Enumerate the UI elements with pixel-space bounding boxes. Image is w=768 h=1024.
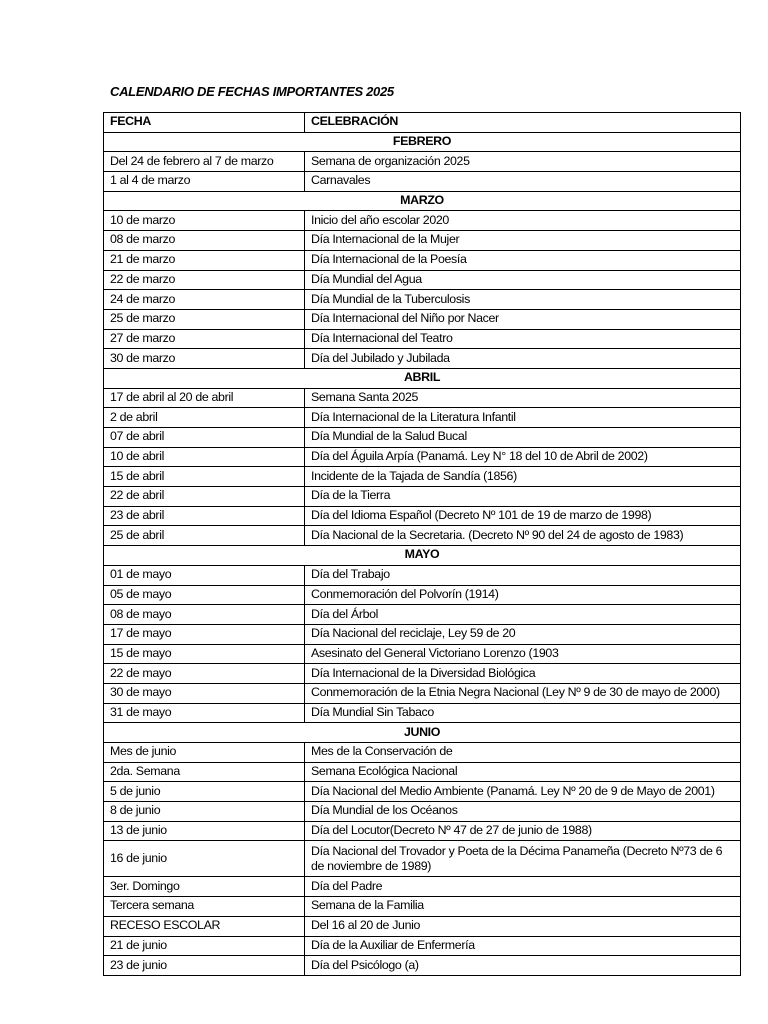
fecha-cell: 21 de junio (104, 936, 305, 956)
celebracion-cell: Día del Idioma Español (Decreto Nº 101 de 19 de marzo de 1998) (305, 506, 741, 526)
fecha-cell: 25 de abril (104, 526, 305, 546)
fecha-cell: 15 de abril (104, 467, 305, 487)
table-row (104, 329, 741, 349)
celebracion-cell: Semana de la Familia (305, 897, 741, 917)
fecha-cell: 07 de abril (104, 428, 305, 448)
document-title: CALENDARIO DE FECHAS IMPORTANTES 2025 (110, 84, 394, 99)
fecha-cell: 15 de mayo (104, 644, 305, 664)
celebracion-cell: Semana Santa 2025 (305, 388, 741, 408)
fecha-cell: 25 de marzo (104, 309, 305, 329)
table-row (104, 683, 741, 703)
fecha-cell: 22 de mayo (104, 664, 305, 684)
fecha-cell: 31 de mayo (104, 703, 305, 723)
month-header-row (104, 368, 741, 388)
fecha-cell: 13 de junio (104, 821, 305, 841)
celebracion-cell: Día Internacional del Niño por Nacer (305, 309, 741, 329)
table-row (104, 152, 741, 172)
table-row (104, 309, 741, 329)
table-row (104, 664, 741, 684)
table-row (104, 743, 741, 763)
month-header-row (104, 132, 741, 152)
celebracion-cell: Inicio del año escolar 2020 (305, 211, 741, 231)
fecha-cell: 3er. Domingo (104, 877, 305, 897)
celebracion-cell: Día Nacional del reciclaje, Ley 59 de 20 (305, 624, 741, 644)
table-row (104, 428, 741, 448)
table-row (104, 231, 741, 251)
table-row (104, 585, 741, 605)
table-row (104, 841, 741, 877)
month-header-row (104, 191, 741, 211)
fecha-cell: Tercera semana (104, 897, 305, 917)
celebracion-cell: Día Internacional de la Poesía (305, 250, 741, 270)
table-row (104, 762, 741, 782)
month-label: MAYO (104, 546, 741, 566)
fecha-cell: 23 de junio (104, 956, 305, 976)
celebracion-cell: Conmemoración de la Etnia Negra Nacional (Ley Nº 9 de 30 de mayo de 2000) (305, 683, 741, 703)
table-row (104, 565, 741, 585)
fecha-cell: 01 de mayo (104, 565, 305, 585)
fecha-cell: 30 de mayo (104, 683, 305, 703)
fecha-cell: 23 de abril (104, 506, 305, 526)
celebracion-cell: Día del Psicólogo (a) (305, 956, 741, 976)
header-celebracion: CELEBRACIÓN (305, 113, 741, 133)
celebracion-cell: Semana Ecológica Nacional (305, 762, 741, 782)
celebracion-cell: Día Mundial de los Océanos (305, 802, 741, 822)
celebracion-cell: Día Nacional del Trovador y Poeta de la Décima Panameña (Decreto Nº73 de 6 de noviembre de 1989) (305, 841, 741, 877)
celebracion-cell: Asesinato del General Victoriano Lorenzo (1903 (305, 644, 741, 664)
fecha-cell: 8 de junio (104, 802, 305, 822)
fecha-cell: 10 de abril (104, 447, 305, 467)
celebracion-cell: Día Nacional de la Secretaria. (Decreto Nº 90 del 24 de agosto de 1983) (305, 526, 741, 546)
fecha-cell: 30 de marzo (104, 349, 305, 369)
fecha-cell: 08 de marzo (104, 231, 305, 251)
celebracion-cell: Carnavales (305, 172, 741, 192)
month-header-row (104, 546, 741, 566)
table-row (104, 605, 741, 625)
table-row (104, 624, 741, 644)
table-row (104, 388, 741, 408)
table-row (104, 956, 741, 976)
table-row (104, 270, 741, 290)
fecha-cell: RECESO ESCOLAR (104, 916, 305, 936)
fecha-cell: 16 de junio (104, 841, 305, 877)
fecha-cell: 05 de mayo (104, 585, 305, 605)
fecha-cell: Del 24 de febrero al 7 de marzo (104, 152, 305, 172)
fecha-cell: 27 de marzo (104, 329, 305, 349)
header-fecha: FECHA (104, 113, 305, 133)
table-row (104, 644, 741, 664)
fecha-cell: 2 de abril (104, 408, 305, 428)
celebracion-cell: Día Internacional de la Literatura Infantil (305, 408, 741, 428)
celebracion-cell: Día de la Auxiliar de Enfermería (305, 936, 741, 956)
month-header-row (104, 723, 741, 743)
table-row (104, 250, 741, 270)
table-row (104, 782, 741, 802)
month-label: FEBRERO (104, 132, 741, 152)
celebracion-cell: Mes de la Conservación de (305, 743, 741, 763)
month-label: ABRIL (104, 368, 741, 388)
table-row (104, 877, 741, 897)
table-row (104, 897, 741, 917)
fecha-cell: 08 de mayo (104, 605, 305, 625)
table-row (104, 290, 741, 310)
calendar-table-body (104, 113, 741, 976)
table-row (104, 211, 741, 231)
table-header-row (104, 113, 741, 133)
celebracion-cell: Día Internacional de la Diversidad Biológica (305, 664, 741, 684)
table-row (104, 526, 741, 546)
fecha-cell: 17 de mayo (104, 624, 305, 644)
table-row (104, 172, 741, 192)
fecha-cell: 2da. Semana (104, 762, 305, 782)
month-label: MARZO (104, 191, 741, 211)
fecha-cell: 17 de abril al 20 de abril (104, 388, 305, 408)
fecha-cell: 22 de marzo (104, 270, 305, 290)
celebracion-cell: Día Internacional del Teatro (305, 329, 741, 349)
table-row (104, 349, 741, 369)
fecha-cell: 22 de abril (104, 487, 305, 507)
celebracion-cell: Día Nacional del Medio Ambiente (Panamá. Ley Nº 20 de 9 de Mayo de 2001) (305, 782, 741, 802)
table-row (104, 447, 741, 467)
table-row (104, 506, 741, 526)
fecha-cell: Mes de junio (104, 743, 305, 763)
celebracion-cell: Del 16 al 20 de Junio (305, 916, 741, 936)
celebracion-cell: Día del Padre (305, 877, 741, 897)
celebracion-cell: Día Mundial del Agua (305, 270, 741, 290)
table-row (104, 916, 741, 936)
celebracion-cell: Día del Árbol (305, 605, 741, 625)
fecha-cell: 1 al 4 de marzo (104, 172, 305, 192)
table-row (104, 936, 741, 956)
table-row (104, 802, 741, 822)
calendar-table (103, 112, 741, 976)
celebracion-cell: Día del Jubilado y Jubilada (305, 349, 741, 369)
table-row (104, 467, 741, 487)
celebracion-cell: Incidente de la Tajada de Sandía (1856) (305, 467, 741, 487)
table-row (104, 821, 741, 841)
celebracion-cell: Día de la Tierra (305, 487, 741, 507)
fecha-cell: 10 de marzo (104, 211, 305, 231)
fecha-cell: 5 de junio (104, 782, 305, 802)
celebracion-cell: Día Internacional de la Mujer (305, 231, 741, 251)
celebracion-cell: Día del Águila Arpía (Panamá. Ley N° 18 del 10 de Abril de 2002) (305, 447, 741, 467)
celebracion-cell: Día Mundial Sin Tabaco (305, 703, 741, 723)
celebracion-cell: Día Mundial de la Salud Bucal (305, 428, 741, 448)
celebracion-cell: Día del Locutor(Decreto Nº 47 de 27 de junio de 1988) (305, 821, 741, 841)
month-label: JUNIO (104, 723, 741, 743)
table-row (104, 487, 741, 507)
celebracion-cell: Conmemoración del Polvorín (1914) (305, 585, 741, 605)
table-row (104, 408, 741, 428)
celebracion-cell: Día Mundial de la Tuberculosis (305, 290, 741, 310)
celebracion-cell: Semana de organización 2025 (305, 152, 741, 172)
table-row (104, 703, 741, 723)
fecha-cell: 21 de marzo (104, 250, 305, 270)
fecha-cell: 24 de marzo (104, 290, 305, 310)
celebracion-cell: Día del Trabajo (305, 565, 741, 585)
